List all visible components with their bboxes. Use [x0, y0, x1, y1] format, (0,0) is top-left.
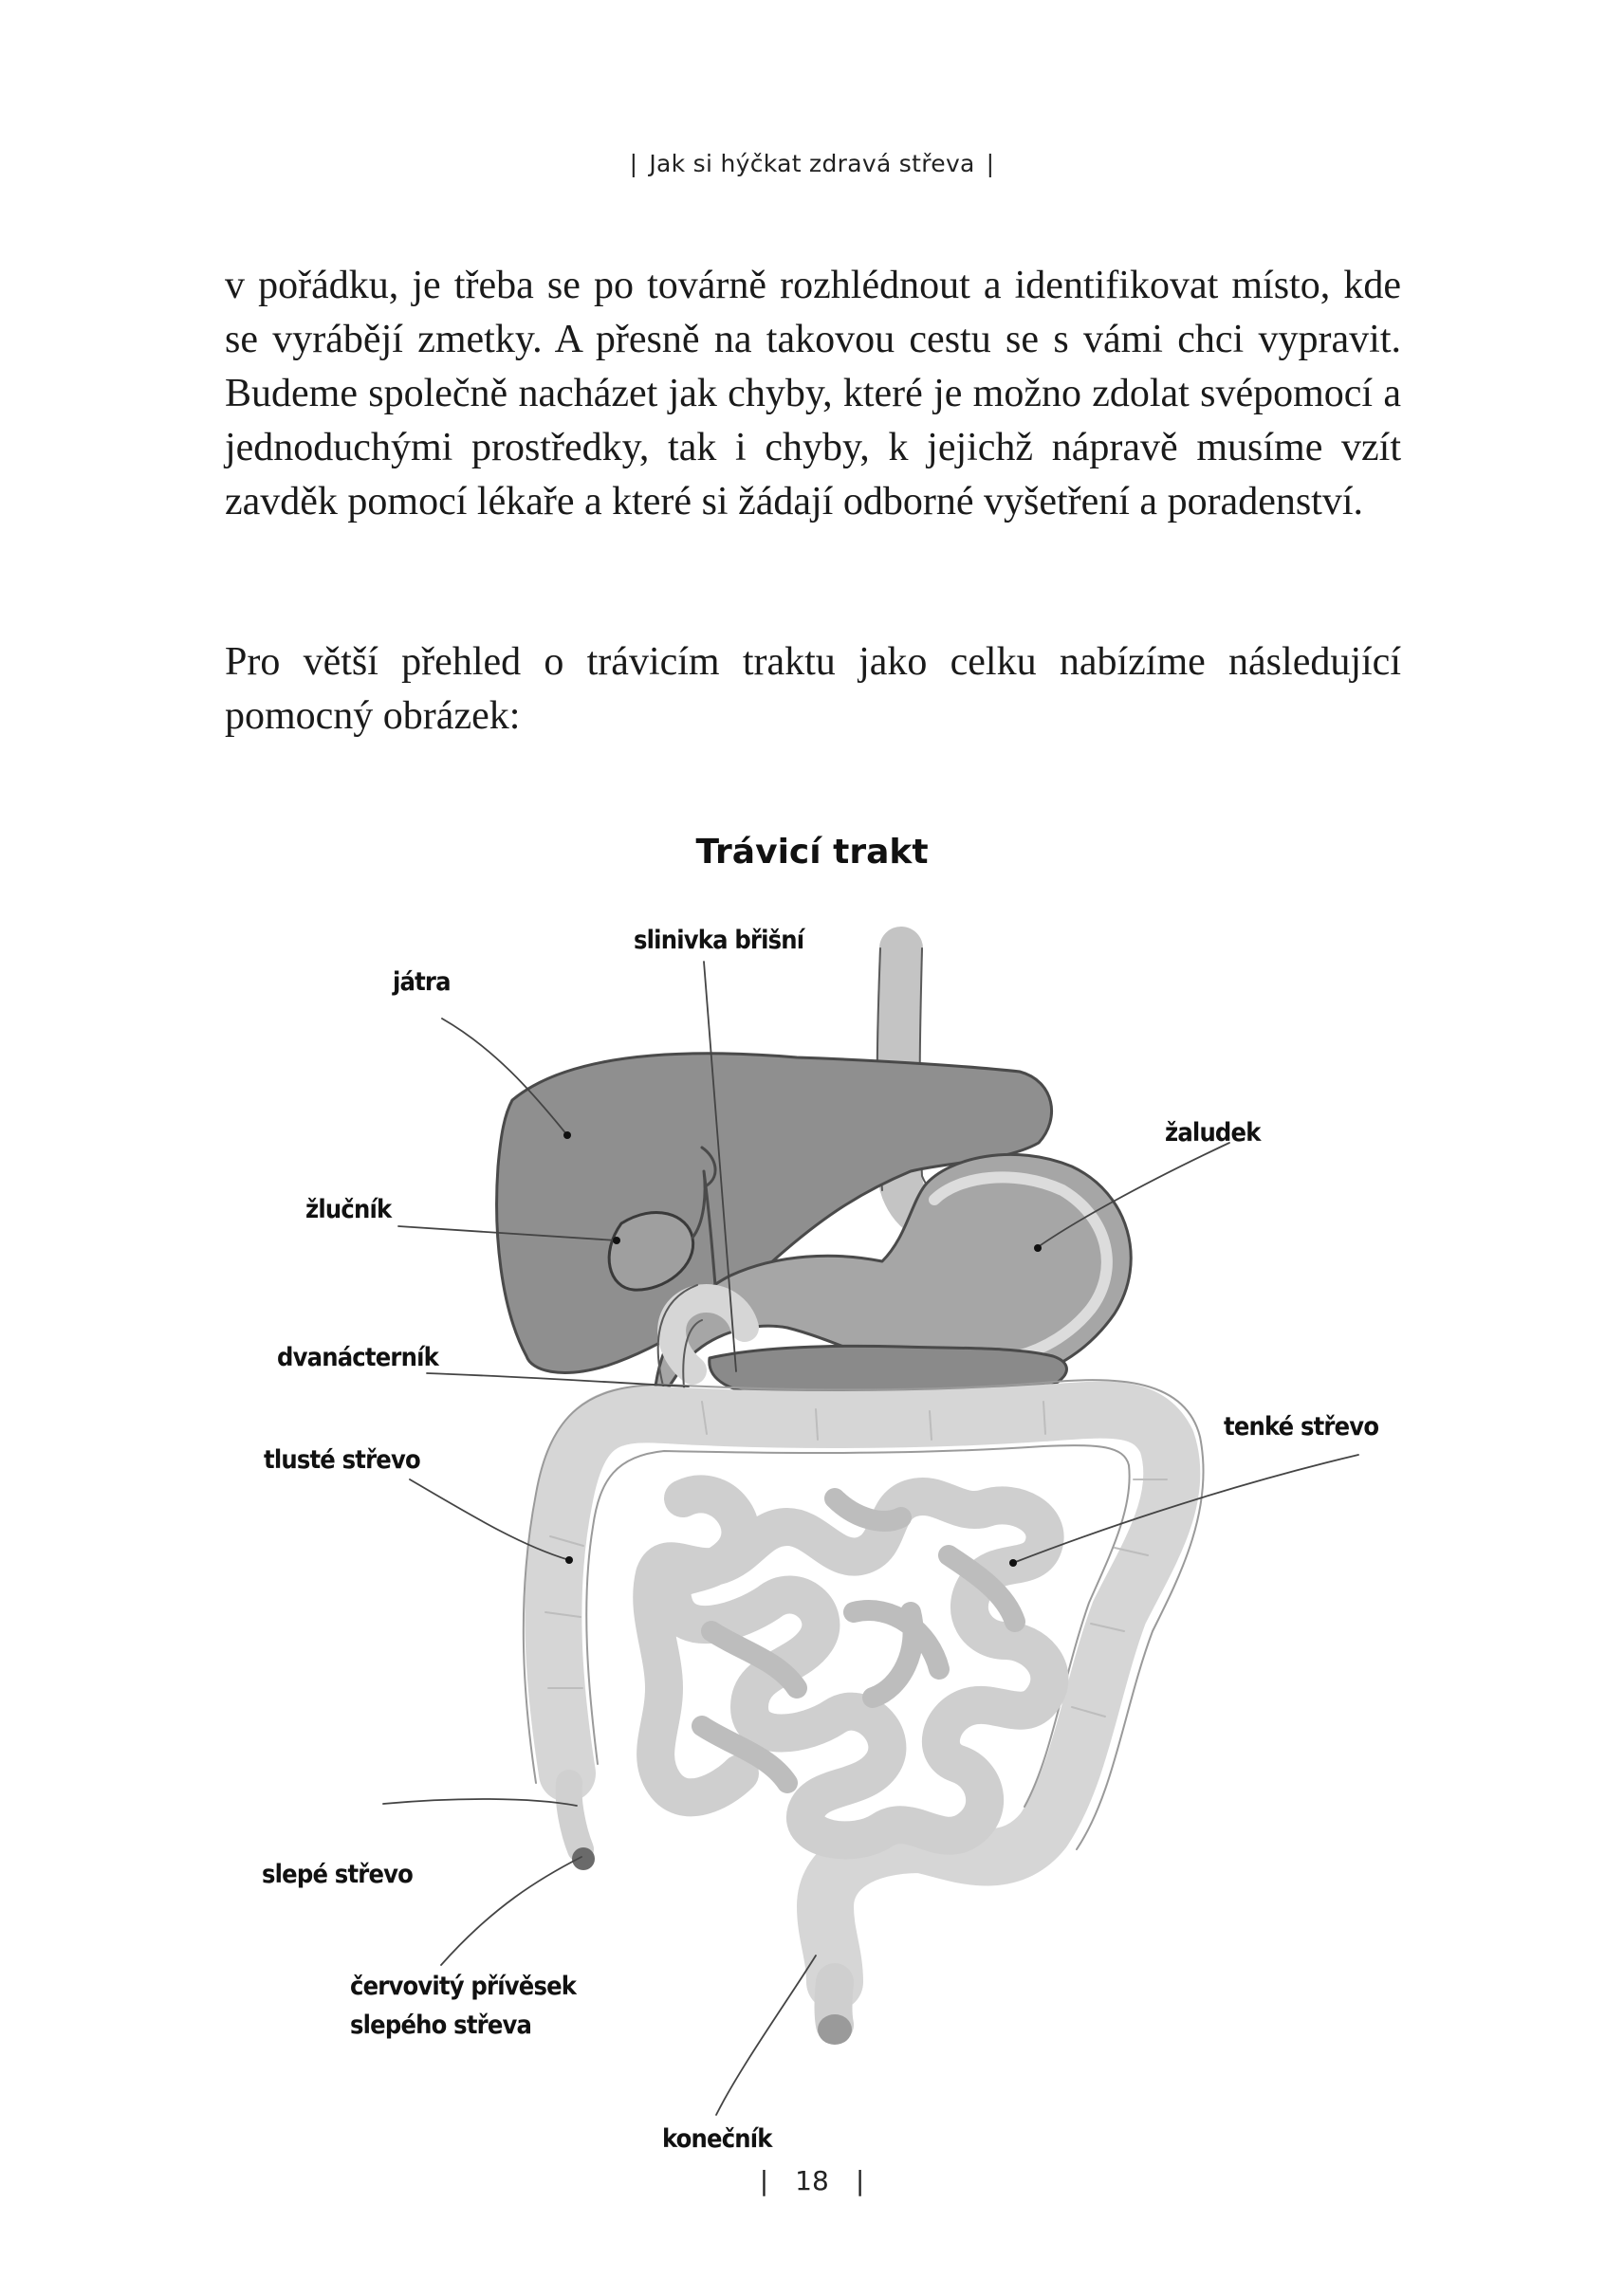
- appendix: [572, 1847, 595, 1870]
- leader-appendix: [441, 1857, 581, 1965]
- pointer-liver: [563, 1131, 571, 1139]
- footer-separator-left: |: [759, 2165, 769, 2196]
- body-paragraph-1: v pořádku, je třeba se po továrně rozhlédnout a identifikovat místo, kde se vyrábějí zmetky. A přesně na takovou cestu se s vámi chci vypravit. Budeme společně nacházet jak chyby, které je možno zdolat svépomocí a jednoduchými prostředky, tak i chyby, k jejichž nápravě musíme vzít zavděk pomocí lékaře a které si žádají odborné vyšetření a poradenství.: [225, 264, 1401, 523]
- label-cecum: slepé střevo: [262, 1860, 414, 1889]
- pointer-small-intestine: [1009, 1559, 1017, 1567]
- pointer-large-intestine: [565, 1556, 573, 1564]
- pointer-stomach: [1034, 1244, 1042, 1252]
- leader-duodenum: [427, 1373, 689, 1387]
- label-rectum: konečník: [662, 2124, 772, 2154]
- header-separator-left: |: [629, 150, 638, 177]
- small-intestine: [652, 1494, 1049, 1840]
- body-paragraph-2: Pro větší přehled o trávicím traktu jako celku nabízíme následující pomocný obrázek:: [225, 640, 1401, 738]
- running-title: Jak si hýčkat zdravá střeva: [649, 150, 975, 177]
- page-footer: [0, 2165, 1624, 2196]
- label-large-intestine: tlusté střevo: [264, 1445, 420, 1475]
- cecum: [569, 1783, 581, 1849]
- label-appendix-line1: červovitý přívěsek: [350, 1972, 577, 2001]
- leader-rectum: [716, 1956, 816, 2115]
- label-appendix-line2: slepého střeva: [350, 2011, 532, 2040]
- pointer-gallbladder: [613, 1237, 620, 1244]
- anus: [818, 2014, 852, 2045]
- label-small-intestine: tenké střevo: [1224, 1412, 1379, 1442]
- label-stomach: žaludek: [1165, 1118, 1261, 1148]
- label-gallbladder: žlučník: [305, 1195, 392, 1224]
- figure-title: Trávicí trakt: [695, 833, 929, 872]
- header-separator-right: |: [986, 150, 995, 177]
- leader-cecum: [383, 1799, 577, 1806]
- page-number: 18: [795, 2165, 829, 2196]
- footer-separator-right: |: [855, 2165, 865, 2196]
- label-duodenum: dvanácterník: [277, 1343, 438, 1372]
- label-pancreas: slinivka břišní: [634, 926, 804, 955]
- label-liver: játra: [393, 967, 451, 997]
